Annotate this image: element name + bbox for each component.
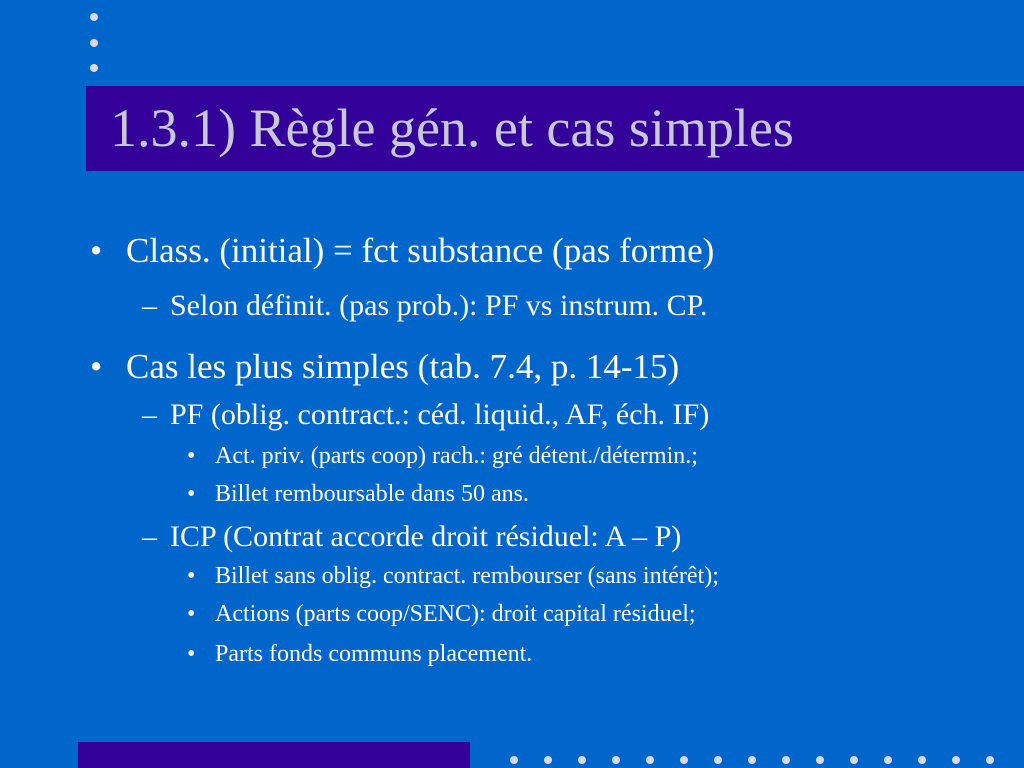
bullet-item: Class. (initial) = fct substance (pas forme) (126, 231, 715, 270)
bullet-marker: • (187, 563, 196, 589)
sub-sub-item: Billet sans oblig. contract. rembourser (sans intérêt); (215, 563, 719, 589)
decorative-dot (918, 756, 926, 764)
decorative-dot (90, 13, 98, 21)
sub-item: PF (oblig. contract.: céd. liquid., AF, éch. IF) (170, 398, 710, 431)
decorative-dot (714, 756, 722, 764)
bullet-marker: • (187, 601, 196, 627)
title-band (86, 86, 1024, 171)
sub-sub-item: Act. priv. (parts coop) rach.: gré détent./détermin.; (215, 443, 698, 469)
bullet-marker: • (187, 481, 196, 507)
dash-marker: – (142, 520, 157, 553)
bullet-item: Cas les plus simples (tab. 7.4, p. 14-15) (126, 347, 680, 386)
decorative-dot (90, 64, 98, 72)
decorative-dot (748, 756, 756, 764)
dash-marker: – (142, 398, 157, 431)
decorative-dot (884, 756, 892, 764)
slide-title: 1.3.1) Règle gén. et cas simples (110, 98, 794, 158)
sub-item: ICP (Contrat accorde droit résiduel: A – P) (170, 520, 682, 553)
decorative-dot (510, 756, 518, 764)
decorative-dot (90, 39, 98, 47)
bullet-marker: • (90, 347, 103, 386)
decorative-dot (850, 756, 858, 764)
bullet-marker: • (187, 641, 196, 667)
dash-marker: – (142, 289, 157, 322)
decorative-dot (986, 756, 994, 764)
sub-sub-item: Actions (parts coop/SENC): droit capital résiduel; (215, 601, 696, 627)
sub-sub-item: Parts fonds communs placement. (215, 641, 533, 667)
bullet-marker: • (90, 231, 103, 270)
decorative-dot (646, 756, 654, 764)
decorative-dot (816, 756, 824, 764)
decorative-dot (578, 756, 586, 764)
decorative-dot (782, 756, 790, 764)
decorative-dot (952, 756, 960, 764)
sub-sub-item: Billet remboursable dans 50 ans. (215, 481, 529, 507)
decorative-dot (544, 756, 552, 764)
footer-bar (78, 742, 470, 768)
sub-item: Selon définit. (pas prob.): PF vs instrum. CP. (170, 289, 708, 322)
bullet-marker: • (187, 443, 196, 469)
decorative-dot (612, 756, 620, 764)
decorative-dot (680, 756, 688, 764)
